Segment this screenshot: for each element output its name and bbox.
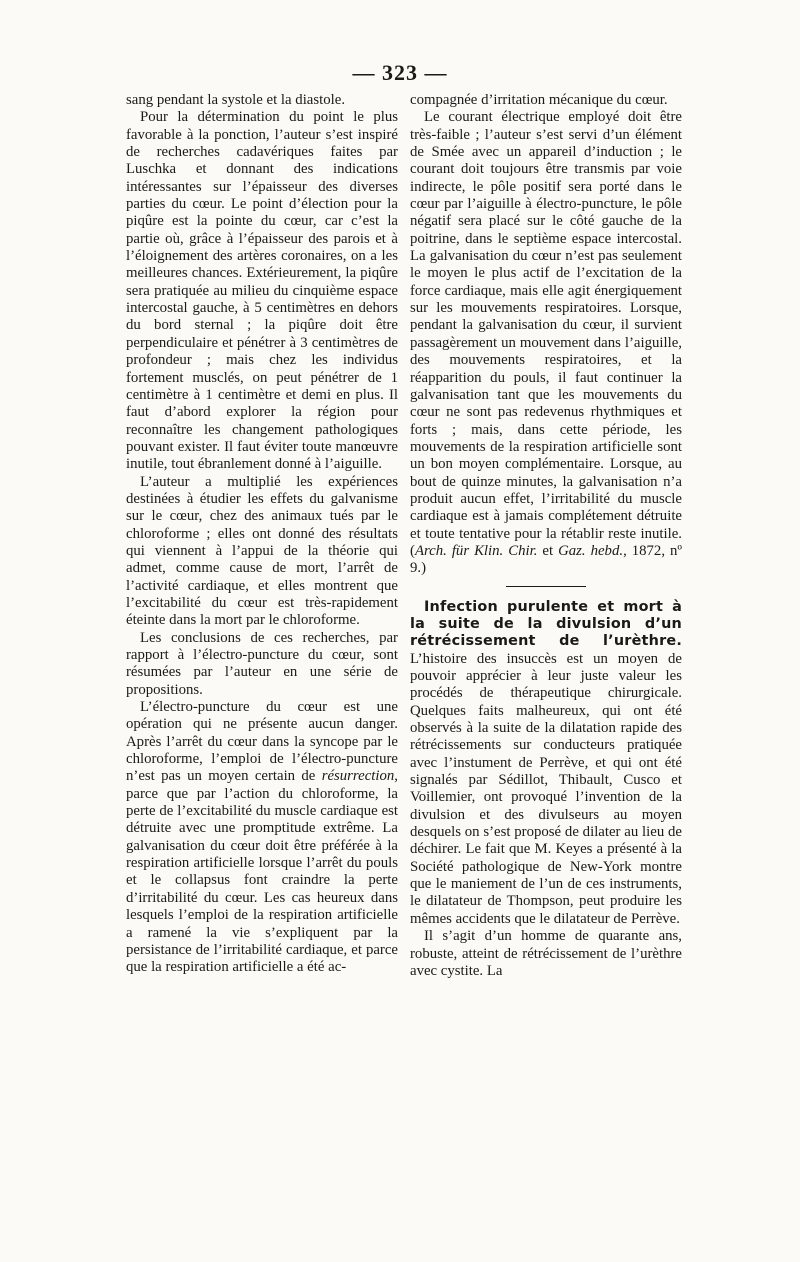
paragraph xyxy=(410,599,682,929)
text-run: et xyxy=(537,542,559,559)
paragraph: compagnée d’irritation mécanique du cœur. xyxy=(410,92,668,108)
page-number: — 323 — xyxy=(352,60,448,85)
citation-journal: Arch. für Klin. Chir. xyxy=(414,542,538,559)
paragraph xyxy=(410,109,682,577)
left-column xyxy=(126,92,398,977)
text-run: , 1872, nº 9.) xyxy=(410,542,682,577)
paragraph: Les conclusions de ces recherches, par rapport à l’électro-puncture du cœur, sont résumées par l’auteur en une série de propositions. xyxy=(126,629,398,698)
citation-journal: Gaz. hebd. xyxy=(558,542,624,559)
paragraph: L’auteur a multiplié les expériences destinées à étudier les effets du galvanisme sur le cœur, chez des animaux tués par le chloroforme ; elles ont donné des résultats qui viennent à l’appui de la théorie qui admet, comme cause de mort, l’arrêt de l’activité cardiaque, et elles montrent que l’excitabilité du cœur est très-rapidement éteinte dans la mort par le chloroforme. xyxy=(126,473,398,629)
section-divider xyxy=(506,586,586,587)
paragraph: Pour la détermination du point le plus favorable à la ponction, l’auteur s’est inspiré de recherches cadavériques faites par Luschka et donnant des indications intéressantes sur l’épaisseur des diverses parties du cœur. Le point d’élection pour la piqûre est la pointe du cœur, car c’est la partie où, grâce à l’épaisseur des parois et à l’éloignement des artères coronaires, on a les meilleures chances. Extérieurement, la piqûre sera pratiquée au milieu du cinquième espace intercostal gauche, à 5 centimètres en dehors du bord sternal ; la piqûre doit être perpendiculaire et pénétrer à 3 centimètres de profondeur ; mais chez les individus fortement musclés, on peut pénétrer de 1 centimètre à 1 centimètre et demi en plus. Il faut d’abord explorer la région pour reconnaître les changement pathologiques pouvant exister. Il faut éviter toute manœuvre inutile, tout ébranlement donné à l’aiguille. xyxy=(126,109,398,473)
text-run: Le courant électrique employé doit être très-faible ; l’auteur s’est servi d’un élément de Smée avec un appareil d’induction ; le courant doit toujours être transmis par voie indirecte, le pôle positif sera porté dans le cœur par l’aiguille à électro-puncture, le pôle négatif sera placé sur le côté gauche de la poitrine, dans le septième espace intercostal. La galvanisation du cœur n’est pas seulement le moyen le plus actif de l’excitation de la force cardiaque, mais elle agit énergiquement sur les mouvements respiratoires. Lorsque, pendant la galvanisation du cœur, il survient passagèrement un mouvement dans l’aiguille, des mouvements respiratoires, et la réapparition du pouls, il faut continuer la galvanisation tant que les mouvements du cœur ne sont pas redevenus rhythmiques et forts ; mais, dans cette période, les mouvements de la respiration artificielle sont un bon moyen complémentaire. Lorsque, au bout de quinze minutes, la galvanisation n’a produit aucun effet, l’irritabilité du muscle cardiaque est à jamais complétement détruite et toute tentative pour la rétablir reste inutile. ( xyxy=(410,109,682,559)
paragraph: Il s’agit d’un homme de quarante ans, robuste, atteint de rétrécissement de l’urèthre avec cystite. La xyxy=(410,928,682,979)
paragraph xyxy=(126,699,398,977)
text-run: L’électro-puncture du cœur est une opération qui ne présente aucun danger. Après l’arrêt du cœur dans la syncope par le chloroforme, l’emploi de l’électro-puncture n’est pas un moyen certain de xyxy=(126,699,398,785)
text-run: L’histoire des insuccès est un moyen de pouvoir apprécier à leur juste valeur les procédés de thérapeutique chirurgicale. Quelques faits malheureux, qui ont été observés à la suite de la dilatation rapide des rétrécissements sur conducteurs pratiquée avec l’instument de Perrève, et qui ont été signalés par Sédillot, Thibault, Cusco et Voillemier, ont provoqué l’invention de la divulsion et des divulseurs au moyen desquels on s’est proposé de dilater au lieu de déchirer. Le fait que M. Keyes a présenté à la Société pathologique de New-York montre que le maniement de l’un de ces instruments, le dilatateur de Thompson, peut produire les mêmes accidents que le dilatateur de Perrève. xyxy=(410,650,682,927)
right-column xyxy=(410,92,682,980)
text-run: , parce que par l’action du chloroforme, la perte de l’excitabilité du muscle cardiaque est détruite avec une promptitude extrême. La galvanisation du cœur doit être préférée à la respiration artificielle lorsque l’arrêt du pouls et le collapsus font craindre la perte d’irritabilité du cœur. Les cas heureux dans lesquels l’emploi de la respiration artificielle a ramené la vie s’expliquent par la persistance de l’irritabilité cardiaque, et parce que la respiration artificielle a été ac- xyxy=(126,768,398,976)
paragraph: sang pendant la systole et la diastole. xyxy=(126,92,346,108)
italic-term: résurrection xyxy=(321,768,395,785)
article-heading: Infection purulente et mort à la suite de la divulsion d’un rétrécissement de l’urèthre. xyxy=(410,598,682,650)
